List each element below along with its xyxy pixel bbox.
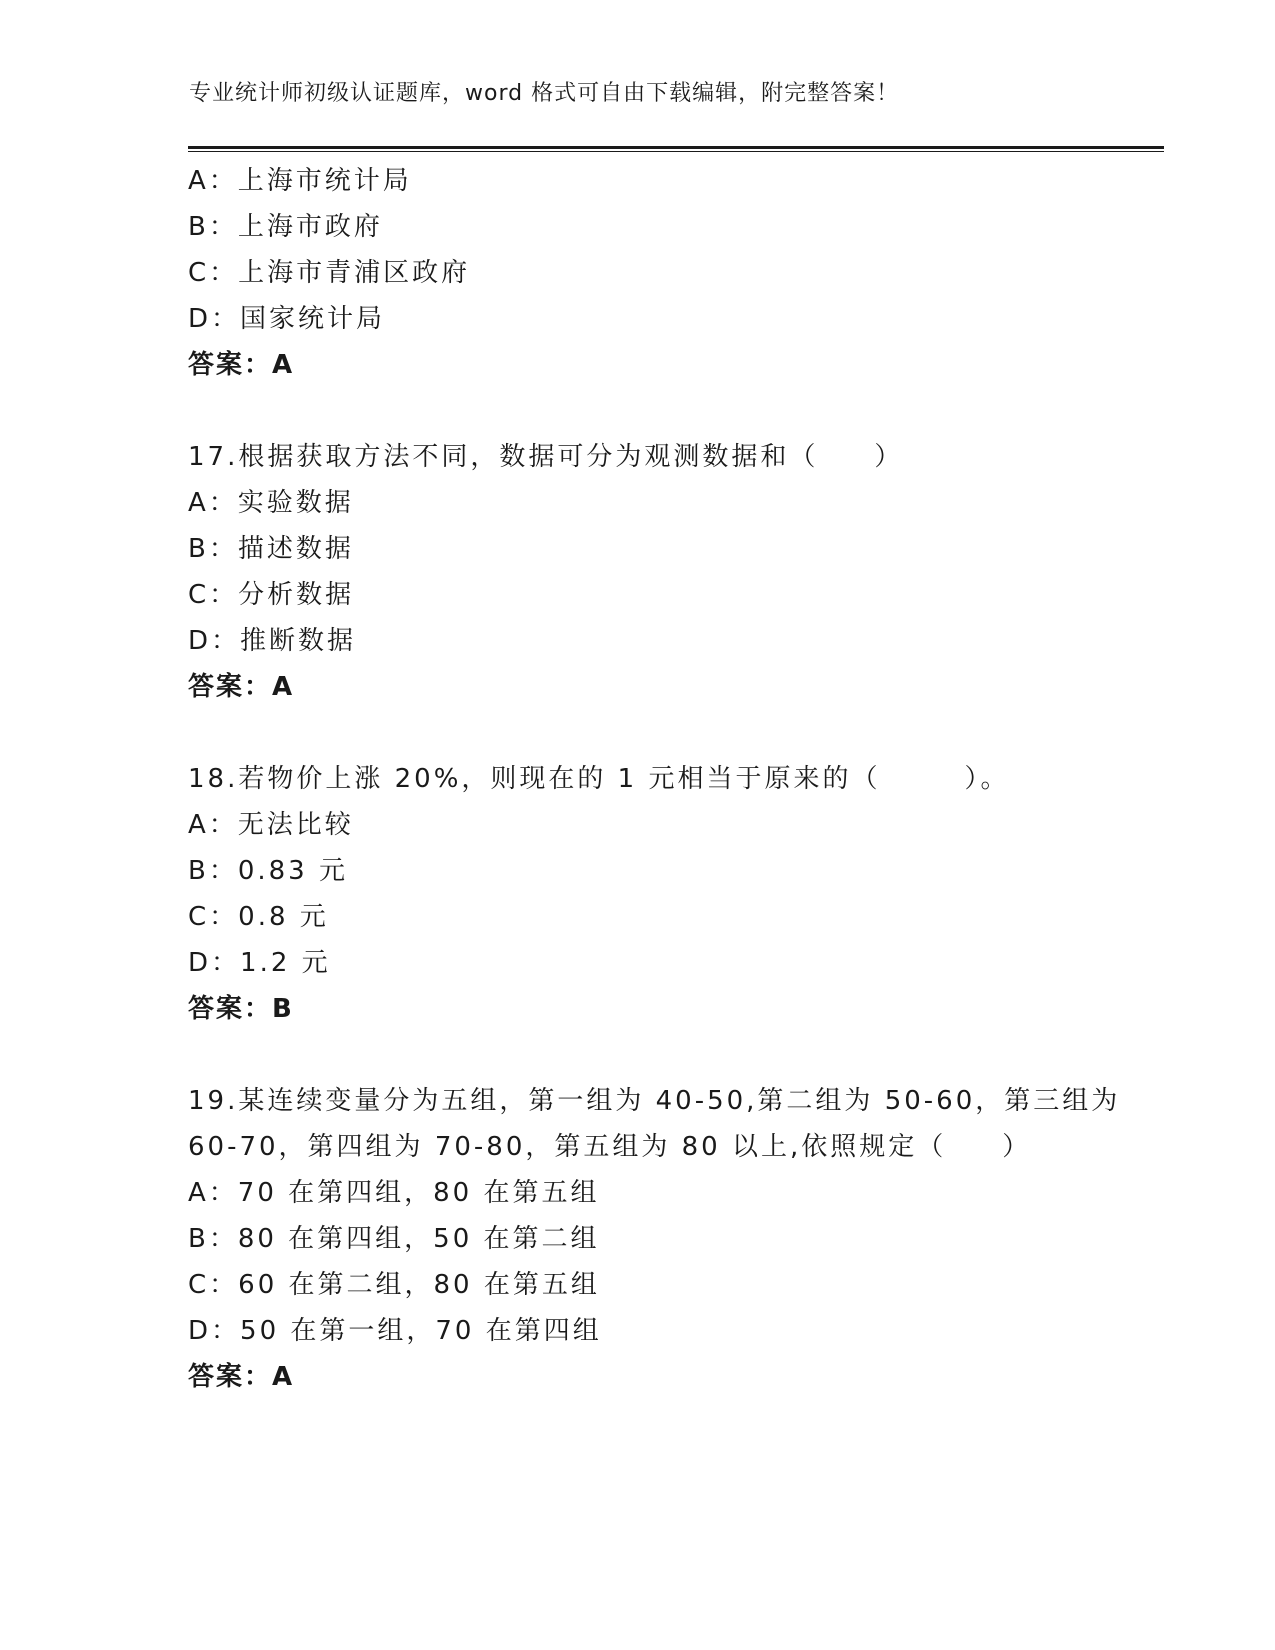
- spacer: [188, 710, 1108, 756]
- question-16: [188, 158, 1108, 388]
- option-a: A：70 在第四组，80 在第五组: [188, 1178, 600, 1208]
- option-b: B：描述数据: [188, 534, 354, 564]
- question-19: [188, 1078, 1121, 1400]
- option-a: A：无法比较: [188, 810, 354, 840]
- option-c: C：0.8 元: [188, 902, 329, 932]
- question-stem: [188, 756, 1108, 802]
- option-b: B：0.83 元: [188, 856, 348, 886]
- option-d: D：1.2 元: [188, 948, 331, 978]
- question-stem-line-2: [188, 1124, 1108, 1170]
- stem-close: ）: [1002, 1132, 1032, 1162]
- option-d: D：50 在第一组，70 在第四组: [188, 1316, 602, 1346]
- question-18: [188, 756, 1108, 1032]
- stem-text: 60-70，第四组为 70-80，第五组为 80 以上,依照规定（: [188, 1132, 947, 1162]
- option-c: C：分析数据: [188, 580, 355, 610]
- stem-text: 18.若物价上涨 20%，则现在的 1 元相当于原来的（: [188, 764, 881, 794]
- spacer: [188, 388, 1108, 434]
- answer: 答案：A: [188, 350, 295, 380]
- option-d: D：推断数据: [188, 626, 357, 656]
- question-stem-line-1: 19.某连续变量分为五组，第一组为 40-50,第二组为 50-60，第三组为: [188, 1086, 1121, 1116]
- header-rule-thin: [188, 151, 1164, 152]
- option-c: C：60 在第二组，80 在第五组: [188, 1270, 600, 1300]
- option-b: B：80 在第四组，50 在第二组: [188, 1224, 600, 1254]
- answer: 答案：A: [188, 1362, 295, 1392]
- option-a: A：实验数据: [188, 488, 354, 518]
- question-list: [188, 158, 1121, 1400]
- answer: 答案：A: [188, 672, 295, 702]
- header-rule-thick: [188, 146, 1164, 149]
- question-stem: [188, 434, 1108, 480]
- stem-close: ）: [874, 442, 904, 472]
- option-c: C：上海市青浦区政府: [188, 258, 471, 288]
- spacer: [188, 1032, 1108, 1078]
- question-17: [188, 434, 1108, 710]
- option-a: A：上海市统计局: [188, 166, 412, 196]
- page-header: 专业统计师初级认证题库，word 格式可自由下载编辑，附完整答案！: [189, 81, 900, 106]
- stem-close: ）。: [964, 764, 1010, 794]
- stem-text: 17.根据获取方法不同，数据可分为观测数据和（: [188, 442, 819, 472]
- option-b: B：上海市政府: [188, 212, 383, 242]
- option-d: D：国家统计局: [188, 304, 386, 334]
- answer: 答案：B: [188, 994, 294, 1024]
